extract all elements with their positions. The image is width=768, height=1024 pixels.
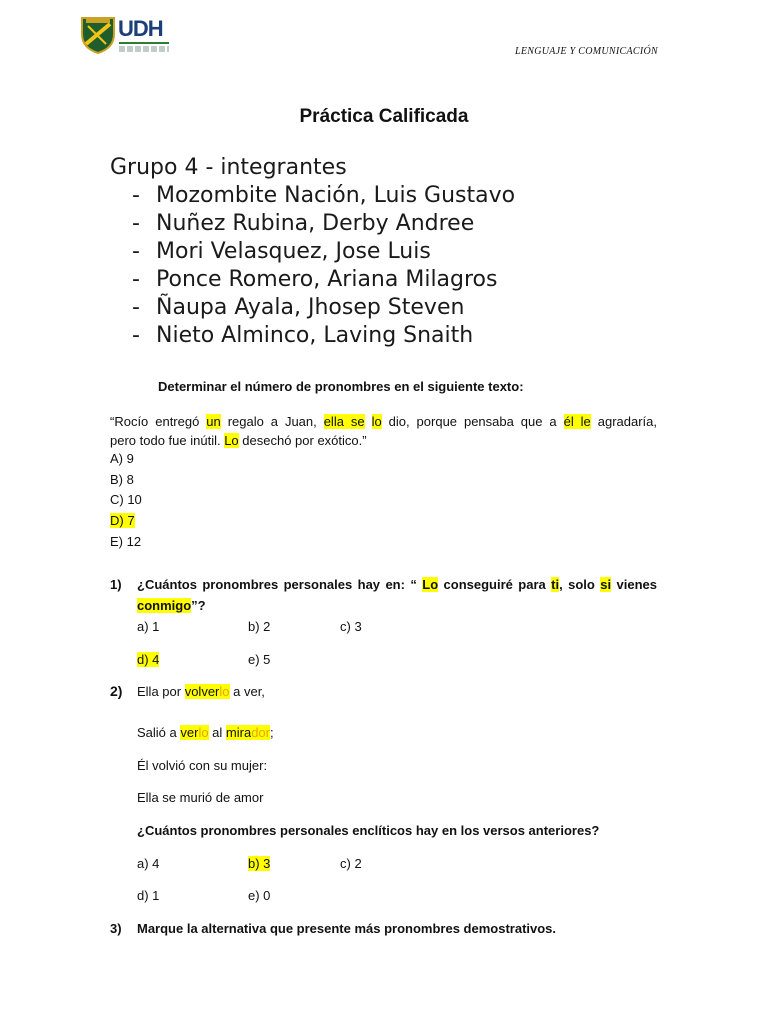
page-title: Práctica Calificada xyxy=(299,106,469,127)
group-member: - Ponce Romero, Ariana Milagros xyxy=(132,267,498,292)
group-member: - Mozombite Nación, Luis Gustavo xyxy=(132,183,516,208)
option-selected: d) 4 xyxy=(137,652,160,667)
group-member: - Ñaupa Ayala, Jhosep Steven xyxy=(132,295,465,320)
subject-header: LENGUAJE Y COMUNICACIÓN xyxy=(514,46,658,57)
option: E) 12 xyxy=(110,534,142,549)
verse-line: Él volvió con su mujer: xyxy=(137,758,268,773)
option: a) 4 xyxy=(137,856,160,871)
option: B) 8 xyxy=(110,472,134,487)
group-heading: Grupo 4 - integrantes xyxy=(110,155,347,180)
question-3-text: Marque la alternativa que presente más pronombres demostrativos. xyxy=(137,921,557,936)
logo-text: UDH xyxy=(118,16,163,41)
question-1-line-2: conmigo”? xyxy=(137,598,206,613)
group-member: - Nieto Alminco, Laving Snaith xyxy=(132,323,474,348)
option: a) 1 xyxy=(137,619,160,634)
option-selected: b) 3 xyxy=(248,856,271,871)
group-member: - Mori Velasquez, Jose Luis xyxy=(132,239,431,264)
option: e) 5 xyxy=(248,652,271,667)
question-number: 2) xyxy=(110,683,123,699)
option: C) 10 xyxy=(110,492,142,507)
option-selected: D) 7 xyxy=(110,513,135,528)
exercise-text-line-1: “Rocío entregó un regalo a Juan, ella se lo dio, porque pensaba que a él le agradaría, xyxy=(110,414,658,429)
question-number: 3) xyxy=(110,921,122,936)
verse-line: Salió a verlo al mirador; xyxy=(137,725,274,740)
logo-underline xyxy=(119,42,169,44)
exercise-prompt: Determinar el número de pronombres en el siguiente texto: xyxy=(158,379,524,394)
option: c) 3 xyxy=(340,619,362,634)
exercise-text-line-2: pero todo fue inútil. Lo desechó por exótico.” xyxy=(110,433,367,448)
question-2-text: ¿Cuántos pronombres personales enclíticos hay en los versos anteriores? xyxy=(137,823,600,838)
question-number: 1) xyxy=(110,577,122,592)
logo-tagline xyxy=(119,46,169,52)
verse-line: Ella por volverlo a ver, xyxy=(137,684,265,699)
verse-line: Ella se murió de amor xyxy=(137,790,264,805)
option: d) 1 xyxy=(137,888,160,903)
option: e) 0 xyxy=(248,888,271,903)
option: b) 2 xyxy=(248,619,271,634)
option: A) 9 xyxy=(110,451,134,466)
option: c) 2 xyxy=(340,856,362,871)
question-1-line-1: ¿Cuántos pronombres personales hay en: “ Lo conseguiré para ti, solo si vienes xyxy=(137,577,658,592)
group-member: - Nuñez Rubina, Derby Andree xyxy=(132,211,475,236)
university-shield-icon xyxy=(80,14,116,54)
udh-logo xyxy=(80,14,172,54)
